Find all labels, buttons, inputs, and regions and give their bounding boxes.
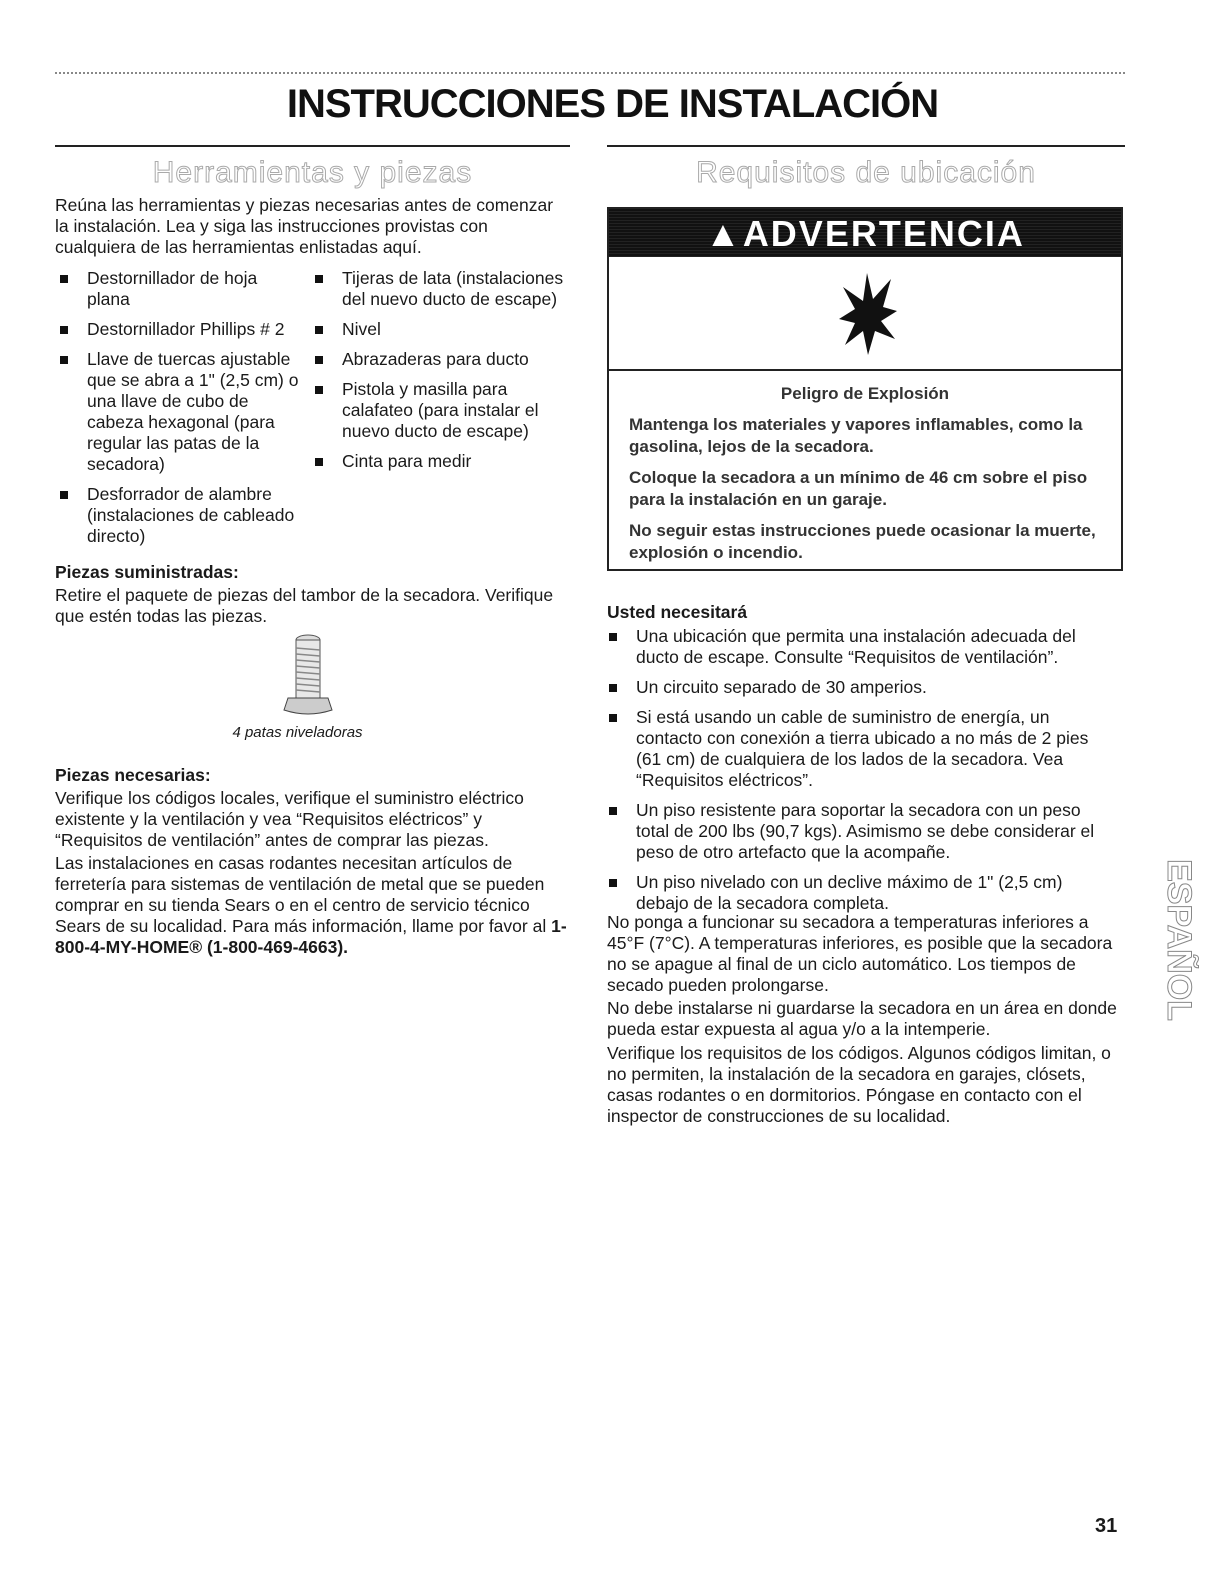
- left-column-rule: [55, 145, 570, 147]
- supplied-parts-text: Retire el paquete de piezas del tambor de la secadora. Verifique que estén todas las piezas.: [55, 585, 554, 626]
- list-item: Destornillador de hoja plana: [55, 268, 300, 310]
- warning-title: [609, 213, 1121, 255]
- list-item: Pistola y masilla para calafateo (para instalar el nuevo ducto de escape): [310, 379, 570, 442]
- list-item: Desforrador de alambre (instalaciones de cableado directo): [55, 484, 300, 547]
- warning-title-text: ADVERTENCIA: [742, 213, 1025, 254]
- list-item: Si está usando un cable de suministro de energía, un contacto con conexión a tierra ubicado a no más de 2 pies (61 cm) de cualquiera de los lados de la secadora. Vea “Requisitos eléctricos”.: [604, 707, 1104, 791]
- water-note: No debe instalarse ni guardarse la secadora en un área en donde pueda estar expuesta al agua y/o a la intemperie.: [607, 998, 1117, 1039]
- language-side-tab: [1148, 820, 1198, 1060]
- list-item: Una ubicación que permita una instalación adecuada del ducto de escape. Consulte “Requisitos de ventilación”.: [604, 626, 1104, 668]
- leveling-leg-icon: [278, 630, 338, 720]
- list-item: Cinta para medir: [310, 451, 570, 472]
- needed-parts-text: Verifique los códigos locales, verifique el suministro eléctrico existente y la ventilación y vea “Requisitos eléctricos” y “Requisitos de ventilación” antes de comprar las piezas.: [55, 788, 524, 850]
- list-item: Nivel: [310, 319, 570, 340]
- top-dotted-rule: [55, 72, 1125, 74]
- you-need-heading: Usted necesitará: [607, 602, 748, 622]
- parts-caption: 4 patas niveladoras: [232, 724, 363, 741]
- location-section-heading: Requisitos de ubicación: [696, 156, 1036, 189]
- warning-text-3: No seguir estas instrucciones puede ocasionar la muerte, explosión o incendio.: [629, 521, 1096, 562]
- page-number: 31: [1095, 1515, 1118, 1537]
- warning-text-2: Coloque la secadora a un mínimo de 46 cm sobre el piso para la instalación en un garaje.: [629, 468, 1088, 509]
- tools-section-heading: Herramientas y piezas: [152, 156, 473, 189]
- requirements-list: [604, 626, 1104, 923]
- list-item: Un piso nivelado con un declive máximo de 1" (2,5 cm) debajo de la secadora completa.: [604, 872, 1104, 914]
- explosion-icon: [837, 269, 899, 357]
- list-item: Un piso resistente para soportar la secadora con un peso total de 200 lbs (90,7 kgs). Asimismo se debe considerar el peso de otro artefacto que la acompañe.: [604, 800, 1104, 863]
- warning-separator: [609, 369, 1121, 371]
- tools-list-2: [310, 268, 570, 481]
- warning-text-1: Mantenga los materiales y vapores inflamables, como la gasolina, lejos de la secadora.: [629, 415, 1083, 456]
- list-item: Tijeras de lata (instalaciones del nuevo ducto de escape): [310, 268, 570, 310]
- phone-number: 1-800-4-MY-HOME® (1-800-469-4663).: [55, 916, 567, 957]
- page-title: INSTRUCCIONES DE INSTALACIÓN: [286, 82, 939, 126]
- list-item: Un circuito separado de 30 amperios.: [604, 677, 1104, 698]
- mobile-home-text: [55, 853, 570, 958]
- warning-banner: [609, 209, 1121, 257]
- codes-note: Verifique los requisitos de los códigos. Algunos códigos limitan, o no permiten, la instalación de la secadora en garajes, clósets, casas rodantes o en dormitorios. Póngase en contacto con el inspector de construcciones de su localidad.: [607, 1043, 1111, 1126]
- side-tab-label: ESPAÑOL: [1160, 859, 1198, 1021]
- tools-list-1: [55, 268, 300, 556]
- temperature-note: No ponga a funcionar su secadora a temperaturas inferiores a 45°F (7°C). A temperaturas inferiores, es posible que la secadora no se apague al final de un ciclo automático. Los tiempos de secado pueden prolongarse.: [607, 912, 1113, 995]
- supplied-parts-heading: Piezas suministradas:: [55, 562, 239, 582]
- warning-box: [607, 207, 1123, 571]
- list-item: Abrazaderas para ducto: [310, 349, 570, 370]
- mobile-home-text-body: Las instalaciones en casas rodantes necesitan artículos de ferretería para sistemas de ventilación de metal que se pueden comprar en su tienda Sears o en el centro de servicio técnico Sears de su localidad. Para más información, llame por favor al: [55, 853, 547, 936]
- list-item: Destornillador Phillips # 2: [55, 319, 300, 340]
- right-column-rule: [607, 145, 1125, 147]
- needed-parts-heading: Piezas necesarias:: [55, 765, 211, 785]
- warning-heading: Peligro de Explosión: [780, 384, 950, 403]
- list-item: Llave de tuercas ajustable que se abra a 1" (2,5 cm) o una llave de cubo de cabeza hexagonal (para regular las patas de la secadora): [55, 349, 300, 475]
- tools-intro: Reúna las herramientas y piezas necesarias antes de comenzar la instalación. Lea y siga las instrucciones provistas con cualquiera de las herramientas enlistadas aquí.: [55, 195, 554, 257]
- warning-triangle-icon: ▲: [705, 213, 743, 254]
